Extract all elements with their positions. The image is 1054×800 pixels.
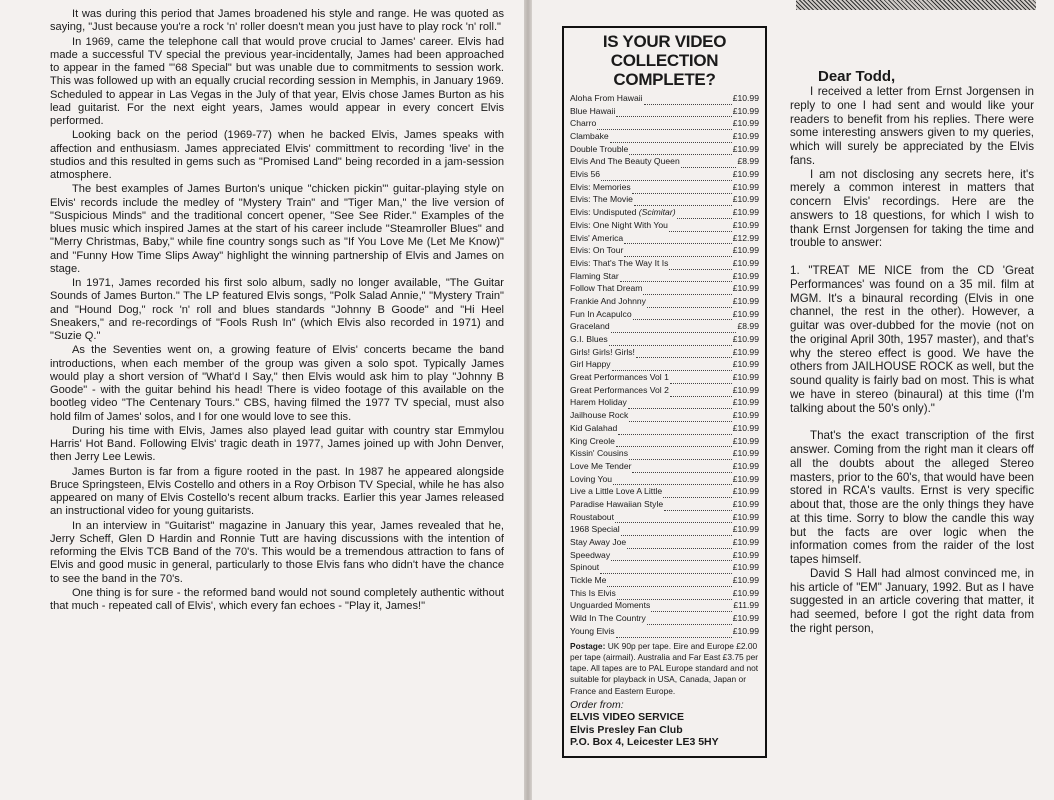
video-price: £10.99 [732, 334, 759, 345]
order-address [570, 711, 759, 749]
video-price: £10.99 [732, 181, 759, 192]
video-title: Elvis: That's The Way It Is [570, 257, 669, 268]
video-title: Frankie And Johnny [570, 295, 646, 306]
video-title: King Creole [570, 435, 615, 446]
video-list-item [570, 460, 759, 473]
dot-leader [636, 348, 732, 358]
header-strip [796, 0, 1036, 10]
video-price: £10.99 [732, 486, 759, 497]
video-price: £10.99 [732, 511, 759, 522]
video-title: Elvis: The Movie [570, 194, 633, 205]
video-price: £10.99 [732, 359, 759, 370]
dot-leader [609, 336, 732, 346]
video-title: Elvis: On Tour [570, 245, 624, 256]
video-list-item [570, 219, 759, 232]
video-title: Tickle Me [570, 575, 607, 586]
video-title: Love Me Tender [570, 460, 632, 471]
postage-label: Postage: [570, 640, 606, 651]
video-price: £10.99 [732, 245, 759, 256]
video-price: £10.99 [732, 169, 759, 180]
video-price: £10.99 [732, 295, 759, 306]
video-price: £10.99 [732, 131, 759, 142]
video-list-item [570, 244, 759, 257]
dot-leader [670, 387, 732, 397]
video-list-item [570, 270, 759, 283]
video-title: Jailhouse Rock [570, 410, 629, 421]
dot-leader [632, 184, 732, 194]
video-title: This Is Elvis [570, 587, 616, 598]
video-price: £10.99 [732, 575, 759, 586]
video-list-item [570, 409, 759, 422]
video-title: Unguarded Moments [570, 600, 651, 611]
dot-leader [601, 171, 732, 181]
video-title: 1968 Special [570, 524, 620, 535]
video-price: £10.99 [732, 473, 759, 484]
video-list-item [570, 308, 759, 321]
video-title: Roustabout [570, 511, 614, 522]
video-list-item [570, 371, 759, 384]
video-list-item [570, 600, 759, 613]
video-price: £10.99 [732, 625, 759, 636]
right-page [532, 0, 1054, 800]
video-price: £10.99 [732, 613, 759, 624]
video-price: £12.99 [732, 232, 759, 243]
video-title: Paradise Hawaiian Style [570, 498, 664, 509]
article-paragraph: During his time with Elvis, James also played lead guitar with country star Emmylou Harris' Hot Band. Following Elvis' tragic death in 1977, James joined up with John Denver, then Jerry Lee Lewis. [50, 424, 504, 464]
letter-column [790, 26, 1034, 636]
video-title: Fun In Acapulco [570, 308, 632, 319]
video-price: £10.99 [732, 118, 759, 129]
video-title: Elvis: One Night With You [570, 219, 668, 230]
video-price: £10.99 [732, 524, 759, 535]
video-price: £10.99 [732, 384, 759, 395]
video-title: Elvis And The Beauty Queen [570, 156, 680, 167]
video-title: Flaming Star [570, 270, 619, 281]
video-price: £10.99 [732, 219, 759, 230]
dot-leader [669, 222, 732, 232]
video-list-item [570, 447, 759, 460]
video-price: £10.99 [732, 143, 759, 154]
letter-paragraph: That's the exact transcription of the first answer. Coming from the right man it clears off all the doubts about the alleged Stereo masters, prior to the 60's, that would have been stored in RCA's vaults. Ernst is very specific about that, those are the only things they have at this time. Sorry to blow the candle this way but the facts are over logic when the information comes from the raider of the lost tapes himself. [790, 429, 1034, 566]
video-list-item [570, 422, 759, 435]
dot-leader [629, 412, 731, 422]
video-title: Stay Away Joe [570, 537, 627, 548]
postage-text: UK 90p per tape. Eire and Europe £2.00 per tape (airmail). Australia and Far East £3.75 per tape. All tapes are to PAL Europe standard and not suitable for playback in USA, Canada, Japan or France and Eastern Europe. [570, 640, 759, 696]
dot-leader [628, 399, 732, 409]
video-list-item [570, 155, 759, 168]
video-advert [562, 26, 767, 758]
dot-leader [611, 323, 737, 333]
video-list-item [570, 435, 759, 448]
video-price: £10.99 [732, 270, 759, 281]
dot-leader [681, 158, 737, 168]
video-price: £10.99 [732, 346, 759, 357]
video-price: £10.99 [732, 422, 759, 433]
dot-leader [629, 450, 732, 460]
postage-info [570, 641, 759, 697]
dot-leader [616, 628, 732, 638]
article-paragraph: One thing is for sure - the reformed band would not sound completely authentic without that much - repeated call of Elvis', which every fan echoes - "Play it, James!" [50, 586, 504, 612]
address-line: ELVIS VIDEO SERVICE [570, 711, 684, 724]
video-list-item [570, 536, 759, 549]
letter-paragraph: David S Hall had almost convinced me, in his article of "EM" January, 1992. But as I have suggested in an article covering that matter, it had seemed, before I got the right data from the right person, [790, 566, 1034, 635]
video-price: £10.99 [732, 194, 759, 205]
video-list-item [570, 498, 759, 511]
video-price: £10.99 [732, 207, 759, 218]
video-list-item [570, 92, 759, 105]
dot-leader [615, 513, 732, 523]
dot-leader [644, 95, 732, 105]
video-list-item [570, 397, 759, 410]
video-list-item [570, 282, 759, 295]
dot-leader [620, 272, 732, 282]
video-list-item [570, 473, 759, 486]
dot-leader [669, 260, 731, 270]
dot-leader [634, 196, 732, 206]
video-list-item [570, 511, 759, 524]
dot-leader [616, 107, 731, 117]
video-title: Elvis: Undisputed (Scimitar) [570, 207, 676, 218]
video-title: Spinout [570, 562, 600, 573]
article-paragraph: In 1969, came the telephone call that would prove crucial to James' career. Elvis had made a successful TV special the previous year-incidentally, James had been approached to appear in the famed "'68 Special" but was unable due to commitments to session work. This was followed up with an equally crucial recording session in Memphis, in January 1969. Scheduled to appear in Las Vegas in the July of that year, Elvis chose James Burton as his lead guitarist. For the next eight years, James would appear in every concert Elvis performed. [50, 35, 504, 127]
video-title: Aloha From Hawaii [570, 92, 643, 103]
article-paragraph: The best examples of James Burton's unique "chicken pickin'" guitar-playing style on Elvis' records include the medley of "Mystery Train" and "Tiger Man," the live version of "Suspicious Minds" and the traditional concert opener, "See See Rider." Examples of the blues music which inspired James at the start of his career include "Steamroller Blues" and "Merry Christmas, Baby," while fine country songs such as "If You Love Me (Let Me Know)" and "Funny How Time Slips Away" highlight the winning partnership of Elvis and James on stage. [50, 183, 504, 275]
video-list-item [570, 143, 759, 156]
video-title: Clambake [570, 131, 609, 142]
video-list-item [570, 206, 759, 219]
paragraph-gap [790, 415, 1034, 429]
article-paragraph: As the Seventies went on, a growing feature of Elvis' concerts became the band introductions, when each member of the group was given a solo spot. Typically James would play a short version of "What'd I Say," then Elvis would ask him to play "Johnny B Goode" - with the guitar behind his head! There is video footage of this available on the bootleg video "The Centenary Tours." CBS, having filmed the 1977 TV special, must also hold film of James' solos, and I for one would love to see this. [50, 344, 504, 423]
dot-leader [647, 298, 732, 308]
video-price-list [570, 92, 759, 638]
video-list-item [570, 333, 759, 346]
article-paragraph: James Burton is far from a figure rooted in the past. In 1987 he appeared alongside Bruce Springsteen, Elvis Costello and others in a Roy Orbison TV Special, while he has also appeared on many of Elvis Costello's recent album tracks. Earlier this year James released an instructional video for young guitarists. [50, 465, 504, 518]
video-price: £11.99 [733, 600, 759, 611]
dot-leader [629, 145, 731, 155]
video-price: £10.99 [732, 549, 759, 560]
dot-leader [647, 615, 732, 625]
video-price: £10.99 [732, 448, 759, 459]
video-title: G.I. Blues [570, 334, 608, 345]
video-price: £8.99 [737, 321, 759, 332]
video-price: £10.99 [732, 435, 759, 446]
dot-leader [610, 133, 732, 143]
left-page [0, 0, 524, 800]
video-list-item [570, 346, 759, 359]
video-list-item [570, 194, 759, 207]
advert-headline: IS YOUR VIDEO COLLECTION COMPLETE? [602, 32, 727, 89]
letter-greeting: Dear Todd, [818, 68, 896, 85]
dot-leader [617, 590, 732, 600]
video-title: Follow That Dream [570, 283, 643, 294]
video-price: £10.99 [732, 308, 759, 319]
video-price: £10.99 [732, 562, 759, 573]
dot-leader [613, 475, 732, 485]
address-line: P.O. Box 4, Leicester LE3 5HY [570, 736, 719, 749]
video-price: £10.99 [732, 587, 759, 598]
video-title: Harem Holiday [570, 397, 627, 408]
video-title: Girl Happy [570, 359, 611, 370]
video-list-item [570, 130, 759, 143]
dot-leader [624, 234, 731, 244]
video-list-item [570, 625, 759, 638]
video-title: Young Elvis [570, 625, 615, 636]
video-title: Charro [570, 118, 597, 129]
article-paragraph: In 1971, James recorded his first solo album, sadly no longer available, "The Guitar Sounds of James Burton." The LP featured Elvis songs, "Polk Salad Annie," "Mystery Train" and "Hound Dog," rock 'n' roll and blues standards "Johnny B Goode" and "Hi Heel Sneakers," and re-recordings of "Fools Rush In" (which Elvis also recorded in 1971) and "Suzie Q." [50, 277, 504, 342]
video-title: Great Performances Vol 2 [570, 384, 669, 395]
video-price: £10.99 [732, 372, 759, 383]
video-list-item [570, 320, 759, 333]
video-list-item [570, 168, 759, 181]
article-paragraph: It was during this period that James broadened his style and range. He was quoted as saying, "Just because you're a rock 'n' roller doesn't mean you just have to play rock 'n' roll." [50, 8, 504, 34]
dot-leader [670, 374, 732, 384]
dot-leader [621, 526, 732, 536]
order-from-label: Order from: [570, 699, 624, 712]
dot-leader [633, 310, 732, 320]
letter-paragraph: I am not disclosing any secrets here, it's merely a common interest in matters that concern Elvis' recordings. Here are the answers to 18 questions, for which I wish to thank Ernst Jorgensen for taking the time and trouble to answer: [790, 167, 1034, 250]
video-list-item [570, 232, 759, 245]
video-price: £10.99 [732, 397, 759, 408]
article-column [50, 8, 504, 614]
page-gutter [524, 0, 532, 800]
video-title: Loving You [570, 473, 613, 484]
dot-leader [612, 361, 732, 371]
video-price: £8.99 [737, 156, 759, 167]
video-list-item [570, 117, 759, 130]
dot-leader [663, 488, 731, 498]
video-list-item [570, 561, 759, 574]
video-list-item [570, 384, 759, 397]
dot-leader [616, 437, 732, 447]
video-price: £10.99 [732, 283, 759, 294]
video-list-item [570, 549, 759, 562]
address-line: Elvis Presley Fan Club [570, 723, 683, 736]
video-title: Elvis' America [570, 232, 624, 243]
video-list-item [570, 257, 759, 270]
video-title: Graceland [570, 321, 610, 332]
video-price: £10.99 [732, 537, 759, 548]
dot-leader [607, 577, 731, 587]
video-title: Speedway [570, 549, 611, 560]
video-title: Blue Hawaii [570, 105, 616, 116]
video-title: Girls! Girls! Girls! [570, 346, 635, 357]
video-price: £10.99 [732, 92, 759, 103]
video-list-item [570, 523, 759, 536]
dot-leader [624, 247, 731, 257]
letter-paragraph: 1. "TREAT ME NICE from the CD 'Great Performances' was found on a 35 mil. film at MGM. It's a binaural recording (Elvis in one channel, the rest in the other). However, a guitar was over-dubbed for the movie (not on the original April 30th, 1957 master), and that's why the stereo effect is good. We have the others from JAILHOUSE ROCK as well, but the sound quality is fairly bad on most. This is what we have in stereo (binaural) at this time (I'm talking about the 50's only)." [790, 264, 1034, 415]
dot-leader [597, 120, 731, 130]
video-title: Live a Little Love A Little [570, 486, 663, 497]
video-list-item [570, 485, 759, 498]
video-price: £10.99 [732, 410, 759, 421]
video-price: £10.99 [732, 498, 759, 509]
dot-leader [664, 501, 732, 511]
dot-leader [600, 564, 732, 574]
letter-paragraph: I received a letter from Ernst Jorgensen in reply to one I had sent and would like your readers to benefit from his replies. There were some interesting answers given to my queries, which will surely be appreciated by the Elvis fans. [790, 85, 1034, 167]
video-title: Great Performances Vol 1 [570, 372, 669, 383]
video-title: Double Trouble [570, 143, 629, 154]
dot-leader [618, 425, 731, 435]
video-price: £10.99 [732, 105, 759, 116]
video-title: Wild In The Country [570, 613, 646, 624]
video-price: £10.99 [732, 257, 759, 268]
video-title: Kid Galahad [570, 422, 618, 433]
article-paragraph: In an interview in "Guitarist" magazine in January this year, James revealed that he, Jerry Scheff, Glen D Hardin and Ronnie Tutt are having discussions with the intention of reforming the Elvis TCB Band of the 70's. This would be a tremendous attraction to fans of Elvis and good music in general, particularly to those Elvis fans who didn't have the chance to see the band in the 70's. [50, 519, 504, 585]
dot-leader [627, 539, 731, 549]
dot-leader [677, 209, 732, 219]
dot-leader [632, 463, 731, 473]
dot-leader [651, 602, 732, 612]
dot-leader [643, 285, 731, 295]
video-title: Elvis: Memories [570, 181, 631, 192]
video-list-item [570, 612, 759, 625]
video-list-item [570, 295, 759, 308]
video-title: Elvis 56 [570, 169, 601, 180]
video-list-item [570, 574, 759, 587]
video-title: Kissin' Cousins [570, 448, 628, 459]
video-list-item [570, 105, 759, 118]
video-list-item [570, 181, 759, 194]
video-list-item [570, 358, 759, 371]
dot-leader [611, 551, 732, 561]
video-price: £10.99 [732, 460, 759, 471]
article-paragraph: Looking back on the period (1969-77) when he backed Elvis, James speaks with affection and enthusiasm. James appreciated Elvis' committment to recording 'live' in the studios and this resulted in gems such as "Promised Land" being recorded in a jam-session atmosphere. [50, 129, 504, 181]
paragraph-gap [790, 250, 1034, 264]
video-list-item [570, 587, 759, 600]
